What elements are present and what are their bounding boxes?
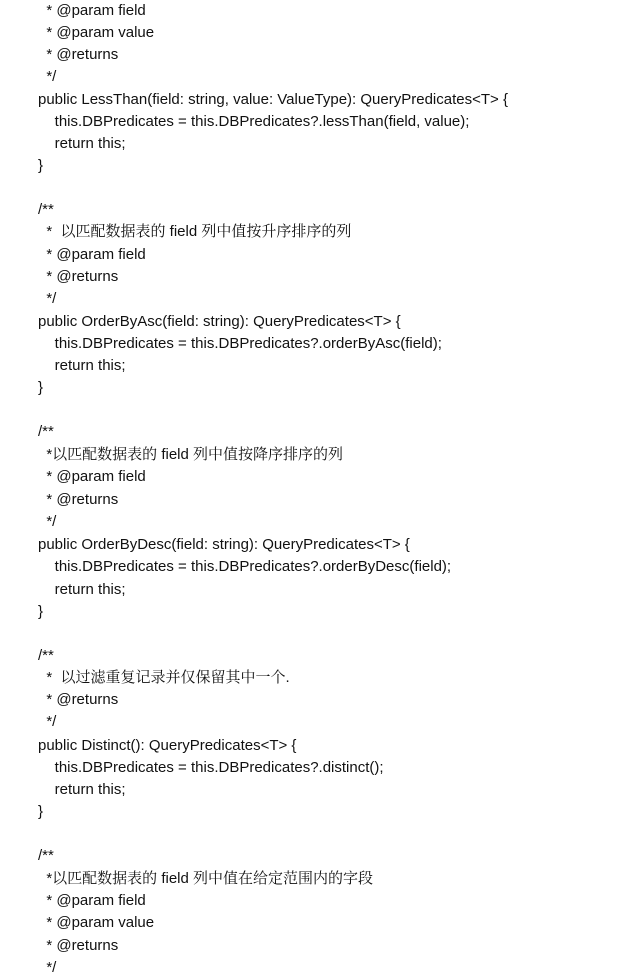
code-line: } (38, 379, 44, 396)
code-line: /** (38, 201, 54, 218)
code-line: /** (38, 647, 54, 664)
code-line: public OrderByAsc(field: string): QueryPredicates<T> { (38, 313, 401, 330)
code-line (0, 823, 640, 845)
code-line (0, 177, 640, 199)
code-line: * @param field (38, 468, 146, 485)
code-line: * @param field (38, 892, 146, 909)
code-line: this.DBPredicates = this.DBPredicates?.lessThan(field, value); (38, 113, 470, 130)
code-line: * @param value (38, 24, 155, 41)
code-line: */ (38, 290, 57, 307)
code-line: * @returns (38, 937, 119, 954)
code-line: * 以匹配数据表的 field 列中值按升序排序的列 (38, 223, 352, 240)
code-line: * @returns (38, 491, 119, 508)
code-line: return this; (38, 581, 126, 598)
code-line: } (38, 603, 44, 620)
code-line: *以匹配数据表的 field 列中值在给定范围内的字段 (38, 870, 374, 887)
code-line (0, 623, 640, 645)
code-line: *以匹配数据表的 field 列中值按降序排序的列 (38, 446, 344, 463)
code-line: * @param field (38, 246, 146, 263)
code-line: * 以过滤重复记录并仅保留其中一个. (38, 669, 290, 686)
code-line: */ (38, 713, 57, 730)
code-line: this.DBPredicates = this.DBPredicates?.orderByAsc(field); (38, 335, 442, 352)
code-line: */ (38, 959, 57, 976)
code-line: public Distinct(): QueryPredicates<T> { (38, 737, 297, 754)
code-line: public LessThan(field: string, value: ValueType): QueryPredicates<T> { (38, 91, 508, 108)
code-line: return this; (38, 781, 126, 798)
code-line: * @param value (38, 914, 155, 931)
code-line: } (38, 803, 44, 820)
code-line: * @returns (38, 268, 119, 285)
code-line: /** (38, 847, 54, 864)
code-line: * @returns (38, 46, 119, 63)
code-line: this.DBPredicates = this.DBPredicates?.orderByDesc(field); (38, 558, 452, 575)
code-line: /** (38, 423, 54, 440)
code-line: * @returns (38, 691, 119, 708)
code-line: return this; (38, 135, 126, 152)
code-line: */ (38, 68, 57, 85)
code-line: } (38, 157, 44, 174)
code-line: this.DBPredicates = this.DBPredicates?.distinct(); (38, 759, 384, 776)
code-line: return this; (38, 357, 126, 374)
code-line (0, 399, 640, 421)
code-line: * @param field (38, 2, 146, 19)
code-line: */ (38, 513, 57, 530)
code-line: public OrderByDesc(field: string): QueryPredicates<T> { (38, 536, 410, 553)
